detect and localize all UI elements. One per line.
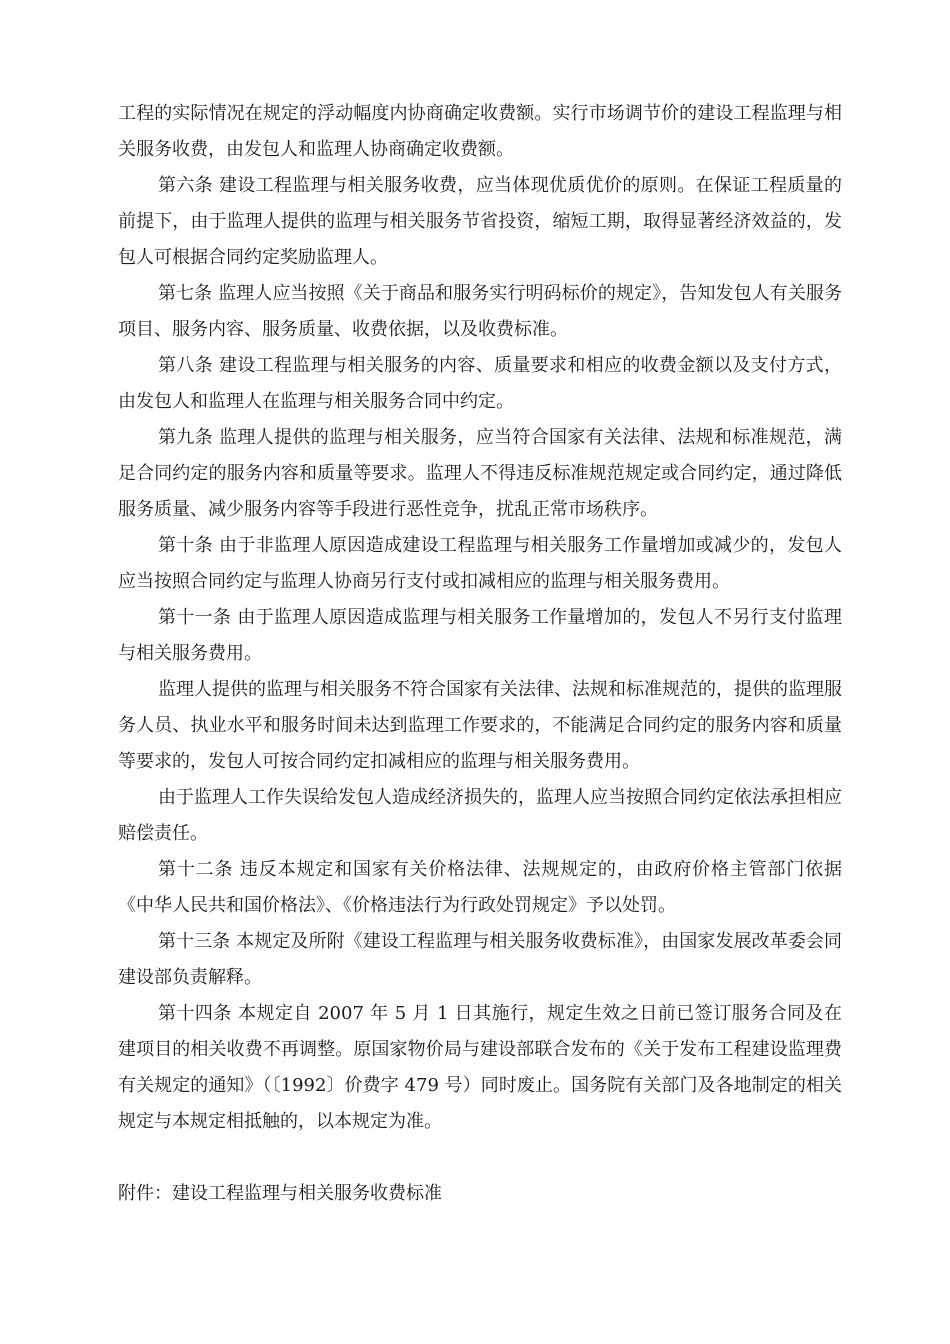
article-8: 第八条 建设工程监理与相关服务的内容、质量要求和相应的收费金额以及支付方式，由发包人和监理人在监理与相关服务合同中约定。 <box>118 355 842 412</box>
article-11-paragraph-2: 监理人提供的监理与相关服务不符合国家有关法律、法规和标准规范的，提供的监理服务人员、执业水平和服务时间未达到监理工作要求的，不能满足合同约定的服务内容和质量等要求的，发包人可按合同约定扣减相应的监理与相关服务费用。 <box>118 679 842 772</box>
article-10: 第十条 由于非监理人原因造成建设工程监理与相关服务工作量增加或减少的，发包人应当按照合同约定与监理人协商另行支付或扣减相应的监理与相关服务费用。 <box>118 535 842 592</box>
paragraph-continuation: 工程的实际情况在规定的浮动幅度内协商确定收费额。实行市场调节价的建设工程监理与相关服务收费，由发包人和监理人协商确定收费额。 <box>118 103 842 160</box>
article-11-paragraph-3: 由于监理人工作失误给发包人造成经济损失的，监理人应当按照合同约定依法承担相应赔偿责任。 <box>118 787 842 844</box>
spacer <box>118 1140 842 1176</box>
document-body <box>118 96 842 1212</box>
article-6: 第六条 建设工程监理与相关服务收费，应当体现优质优价的原则。在保证工程质量的前提下，由于监理人提供的监理与相关服务节省投资，缩短工期，取得显著经济效益的，发包人可根据合同约定奖励监理人。 <box>118 175 842 268</box>
article-9: 第九条 监理人提供的监理与相关服务，应当符合国家有关法律、法规和标准规范，满足合同约定的服务内容和质量等要求。监理人不得违反标准规范规定或合同约定，通过降低服务质量、减少服务内容等手段进行恶性竞争，扰乱正常市场秩序。 <box>118 427 842 520</box>
article-11: 第十一条 由于监理人原因造成监理与相关服务工作量增加的，发包人不另行支付监理与相关服务费用。 <box>118 607 842 664</box>
article-14: 第十四条 本规定自 2007 年 5 月 1 日其施行，规定生效之日前已签订服务合同及在建项目的相关收费不再调整。原国家物价局与建设部联合发布的《关于发布工程建设监理费有关规定的通知》（〔1992〕价费字 479 号）同时废止。国务院有关部门及各地制定的相关规定与本规定相抵触的，以本规定为准。 <box>118 1003 842 1132</box>
attachment-note: 附件：建设工程监理与相关服务收费标准 <box>118 1183 442 1204</box>
article-13: 第十三条 本规定及所附《建设工程监理与相关服务收费标准》，由国家发展改革委会同建设部负责解释。 <box>118 931 842 988</box>
article-7: 第七条 监理人应当按照《关于商品和服务实行明码标价的规定》，告知发包人有关服务项目、服务内容、服务质量、收费依据，以及收费标准。 <box>118 283 842 340</box>
article-12: 第十二条 违反本规定和国家有关价格法律、法规规定的，由政府价格主管部门依据《中华人民共和国价格法》、《价格违法行为行政处罚规定》予以处罚。 <box>118 859 842 916</box>
